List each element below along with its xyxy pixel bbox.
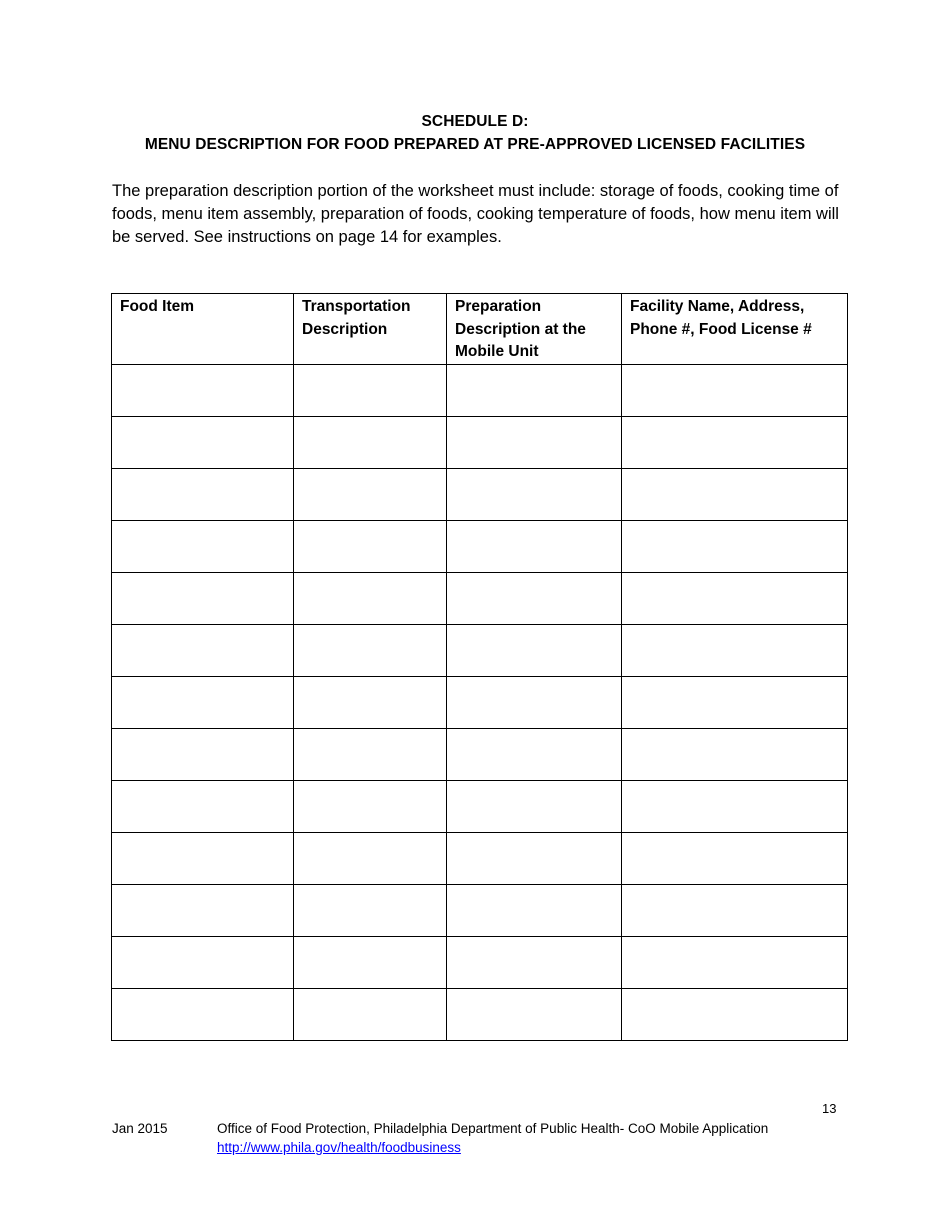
menu-description-table xyxy=(111,293,848,1041)
column-header-facility: Facility Name, Address, Phone #, Food License # xyxy=(622,294,848,365)
table-cell[interactable] xyxy=(112,832,294,884)
table-cell[interactable] xyxy=(447,936,622,988)
table-cell[interactable] xyxy=(112,416,294,468)
table-cell[interactable] xyxy=(294,520,447,572)
table-cell[interactable] xyxy=(294,884,447,936)
page-number: 13 xyxy=(822,1101,837,1116)
table-cell[interactable] xyxy=(622,676,848,728)
table-cell[interactable] xyxy=(294,624,447,676)
table-cell[interactable] xyxy=(294,676,447,728)
table-cell[interactable] xyxy=(447,624,622,676)
table-cell[interactable] xyxy=(294,728,447,780)
table-cell[interactable] xyxy=(447,468,622,520)
schedule-title: SCHEDULE D: xyxy=(421,113,529,130)
table-cell[interactable] xyxy=(622,468,848,520)
table-cell[interactable] xyxy=(112,520,294,572)
column-header-preparation: Preparation Description at the Mobile Unit xyxy=(447,294,622,365)
footer-date: Jan 2015 xyxy=(112,1121,168,1136)
table-cell[interactable] xyxy=(622,520,848,572)
table-row xyxy=(112,364,848,416)
table-cell[interactable] xyxy=(622,624,848,676)
table-cell[interactable] xyxy=(622,780,848,832)
table-cell[interactable] xyxy=(112,364,294,416)
table-cell[interactable] xyxy=(294,572,447,624)
table-row xyxy=(112,936,848,988)
table-cell[interactable] xyxy=(622,364,848,416)
table-row xyxy=(112,416,848,468)
table-row xyxy=(112,676,848,728)
table-cell[interactable] xyxy=(447,780,622,832)
table-row xyxy=(112,520,848,572)
table-cell[interactable] xyxy=(294,416,447,468)
instructions-paragraph: The preparation description portion of the worksheet must include: storage of foods, cooking time of foods, menu item assembly, preparation of foods, cooking temperature of foods, how menu item will be served. See instructions on page 14 for examples. xyxy=(112,182,839,246)
table-cell[interactable] xyxy=(112,884,294,936)
table-cell[interactable] xyxy=(294,364,447,416)
table-cell[interactable] xyxy=(112,988,294,1040)
table-cell[interactable] xyxy=(622,572,848,624)
table-cell[interactable] xyxy=(112,728,294,780)
footer-link[interactable]: http://www.phila.gov/health/foodbusiness xyxy=(217,1140,461,1155)
table-cell[interactable] xyxy=(294,780,447,832)
table-cell[interactable] xyxy=(112,572,294,624)
table-cell[interactable] xyxy=(294,832,447,884)
table-cell[interactable] xyxy=(622,884,848,936)
table-cell[interactable] xyxy=(112,468,294,520)
table-cell[interactable] xyxy=(447,728,622,780)
table-cell[interactable] xyxy=(112,936,294,988)
table-row xyxy=(112,780,848,832)
table-cell[interactable] xyxy=(112,780,294,832)
table-cell[interactable] xyxy=(112,676,294,728)
table-cell[interactable] xyxy=(447,988,622,1040)
table-cell[interactable] xyxy=(622,936,848,988)
table-header-row xyxy=(112,294,848,365)
table-body xyxy=(112,364,848,1040)
table-cell[interactable] xyxy=(622,988,848,1040)
table-cell[interactable] xyxy=(622,416,848,468)
table-cell[interactable] xyxy=(447,832,622,884)
table-cell[interactable] xyxy=(447,364,622,416)
column-header-transportation: Transportation Description xyxy=(294,294,447,365)
table-cell[interactable] xyxy=(112,624,294,676)
column-header-food-item: Food Item xyxy=(112,294,294,365)
table-cell[interactable] xyxy=(622,832,848,884)
table-row xyxy=(112,728,848,780)
table-cell[interactable] xyxy=(447,416,622,468)
table-cell[interactable] xyxy=(622,728,848,780)
table-row xyxy=(112,884,848,936)
footer-office-text: Office of Food Protection, Philadelphia Department of Public Health- CoO Mobile Application xyxy=(217,1121,769,1136)
table-cell[interactable] xyxy=(447,884,622,936)
table-cell[interactable] xyxy=(447,572,622,624)
table-row xyxy=(112,832,848,884)
schedule-subtitle: MENU DESCRIPTION FOR FOOD PREPARED AT PRE-APPROVED LICENSED FACILITIES xyxy=(144,136,806,153)
table-cell[interactable] xyxy=(294,468,447,520)
table-row xyxy=(112,468,848,520)
table-row xyxy=(112,572,848,624)
table-cell[interactable] xyxy=(447,676,622,728)
table-row xyxy=(112,624,848,676)
table-cell[interactable] xyxy=(447,520,622,572)
table-row xyxy=(112,988,848,1040)
table-cell[interactable] xyxy=(294,988,447,1040)
table-cell[interactable] xyxy=(294,936,447,988)
